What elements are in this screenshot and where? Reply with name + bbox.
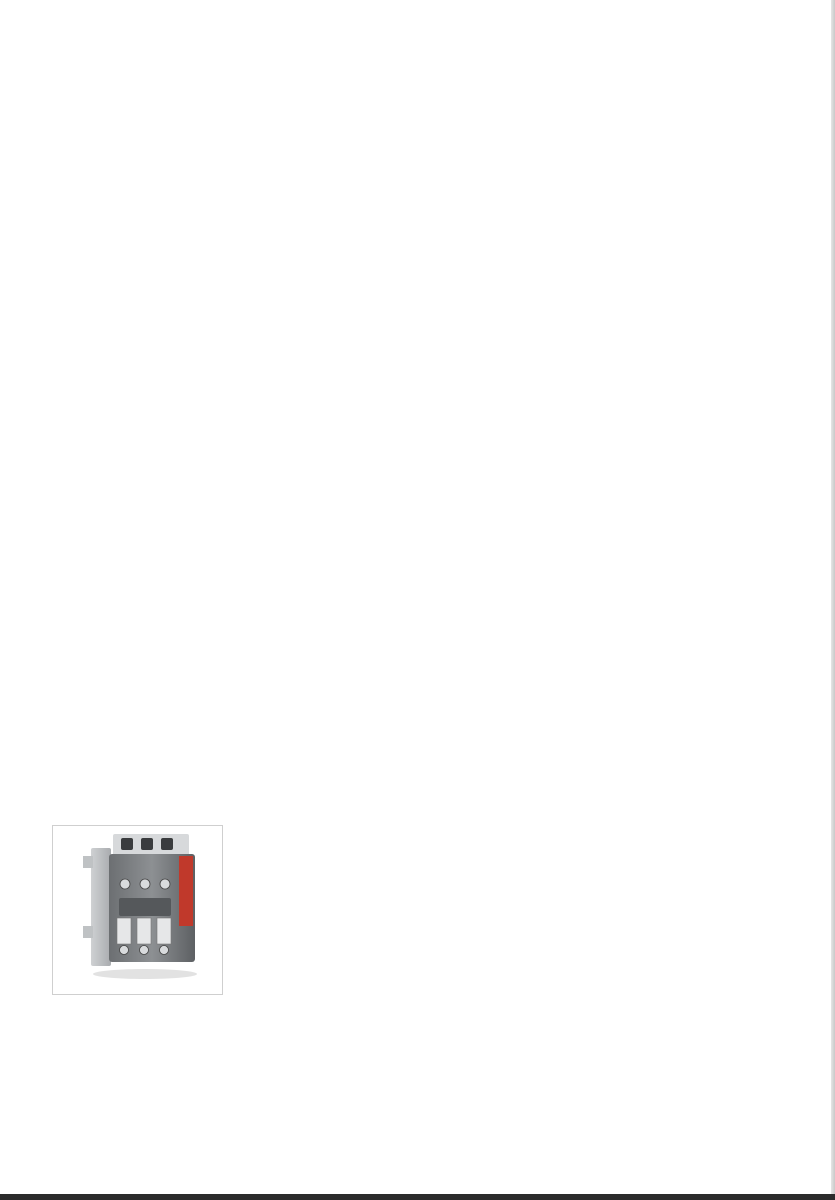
contactor-icon	[53, 826, 222, 994]
page-edge	[831, 0, 835, 1200]
product-image	[52, 825, 223, 995]
bottom-bar	[0, 1194, 835, 1200]
